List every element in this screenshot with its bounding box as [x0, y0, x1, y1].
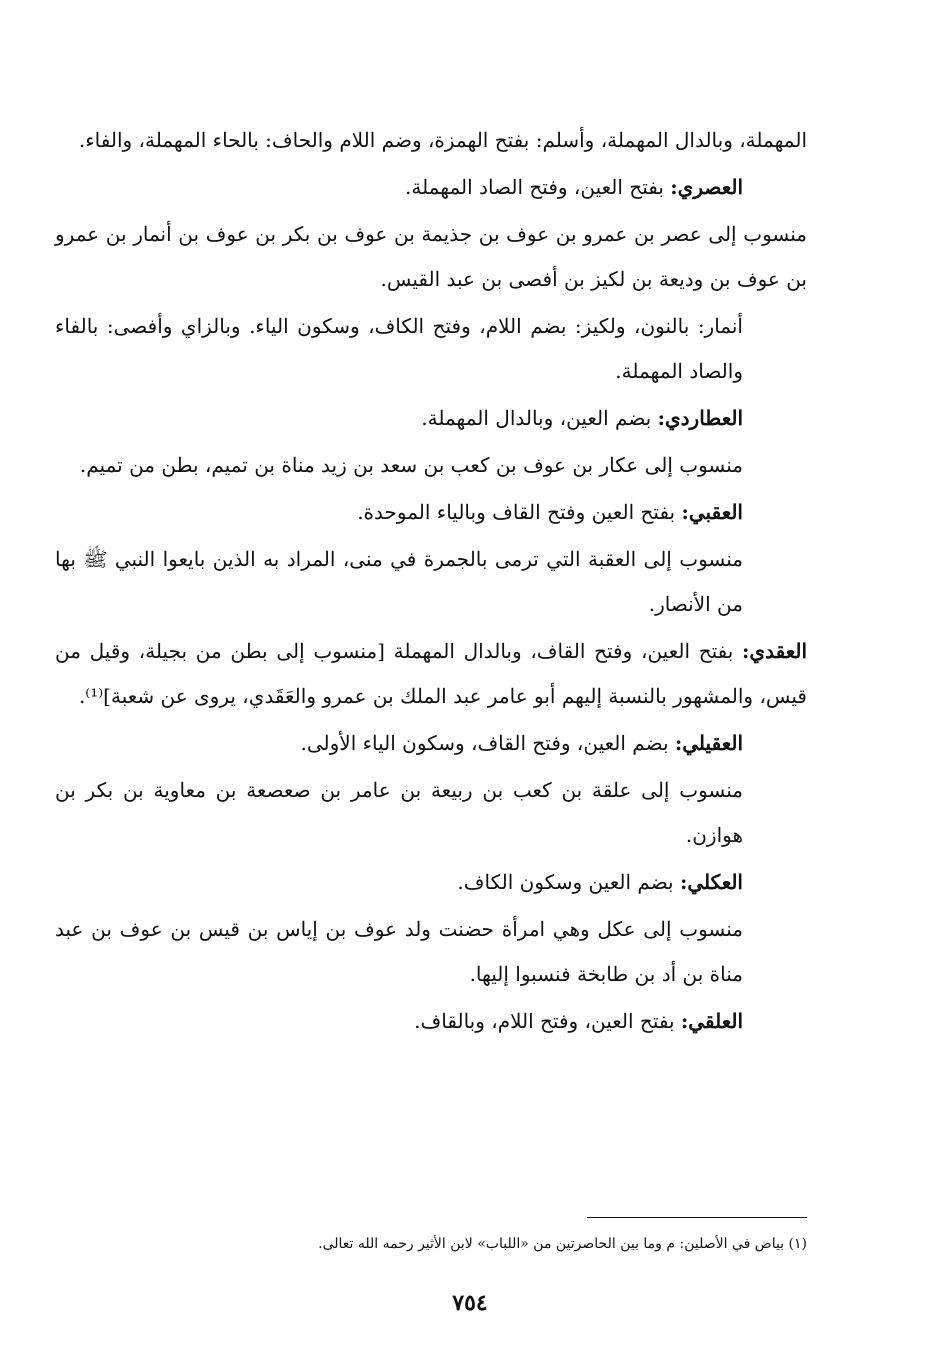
entry-utaridi — [55, 396, 807, 441]
footnote: (١) بياض في الأصلين: م وما بين الحاصرتين من «اللباب» لابن الأثير رحمه الله تعالى. — [318, 1236, 807, 1252]
entry-text: بضم العين وسكون الكاف. — [457, 870, 680, 894]
entry-term: العقدي: — [742, 639, 807, 663]
entry-text: بضم العين، وفتح القاف، وسكون الياء الأولى. — [300, 731, 675, 755]
paragraph-ukli-lineage: منسوب إلى عكل وهي امرأة حضنت ولد عوف بن إياس بن قيس بن عوف بن عبد مناة بن أد بن طابخة فنسبوا إليها. — [55, 917, 743, 986]
entry-text: بفتح العين، وفتح القاف، وبالدال المهملة [منسوب إلى بطن من بجيلة، وقيل من قيس، والمشهور بالنسبة إليهم أبو عامر عبد الملك بن عمرو والعَقَدي، يروى عن شعبة]⁽¹⁾. — [55, 639, 807, 708]
paragraph-uqayli-lineage: منسوب إلى علقة بن كعب بن ربيعة بن عامر بن صعصعة بن معاوية بن بكر بن هوازن. — [55, 778, 743, 847]
paragraph-aqabi-lineage: منسوب إلى العقبة التي ترمى بالجمرة في منى، المراد به الذين بايعوا النبي ﷺ بها من الأنصار. — [55, 547, 743, 616]
entry-text: بفتح العين، وفتح اللام، وبالقاف. — [414, 1009, 681, 1033]
entry-term: العكلي: — [679, 870, 743, 894]
entry-term: العقيلي: — [674, 731, 743, 755]
paragraph-utaridi-lineage: منسوب إلى عكار بن عوف بن كعب بن سعد بن زيد مناة بن تميم، بطن من تميم. — [79, 453, 743, 477]
entry-aqabi — [55, 490, 807, 535]
footnote-divider — [587, 1217, 807, 1218]
entry-text: بفتح العين، وفتح الصاد المهملة. — [404, 175, 671, 199]
entry-alaqi — [55, 999, 807, 1044]
entry-uqayli — [55, 721, 807, 766]
paragraph-continuation: المهملة، وبالدال المهملة، وأسلم: بفتح الهمزة، وضم اللام والحاف: بالحاء المهملة، والفاء. — [78, 128, 807, 152]
paragraph-asri-lineage: منسوب إلى عصر بن عمرو بن عوف بن جذيمة بن عوف بن بكر بن عوف بن أنمار بن عمرو بن عوف بن وديعة بن لكيز بن أفصى بن عبد القيس. — [55, 222, 807, 291]
page-number: ٧٥٤ — [452, 1290, 488, 1316]
entry-text: بضم العين، وبالدال المهملة. — [421, 406, 658, 430]
entry-aqadi — [55, 629, 807, 719]
entry-ukli — [55, 860, 807, 905]
entry-text: بفتح العين وفتح القاف وبالياء الموحدة. — [357, 500, 682, 524]
entry-term: العقبي: — [681, 500, 743, 524]
entry-asri — [55, 165, 807, 210]
entry-term: العلقي: — [680, 1009, 743, 1033]
paragraph-anmar-note: أنمار: بالنون، ولكيز: بضم اللام، وفتح الكاف، وسكون الياء. وبالزاي وأفصى: بالفاء والصاد المهملة. — [55, 314, 743, 383]
entry-term: العطاردي: — [657, 406, 743, 430]
entry-term: العصري: — [670, 175, 743, 199]
page-body — [55, 118, 807, 1044]
